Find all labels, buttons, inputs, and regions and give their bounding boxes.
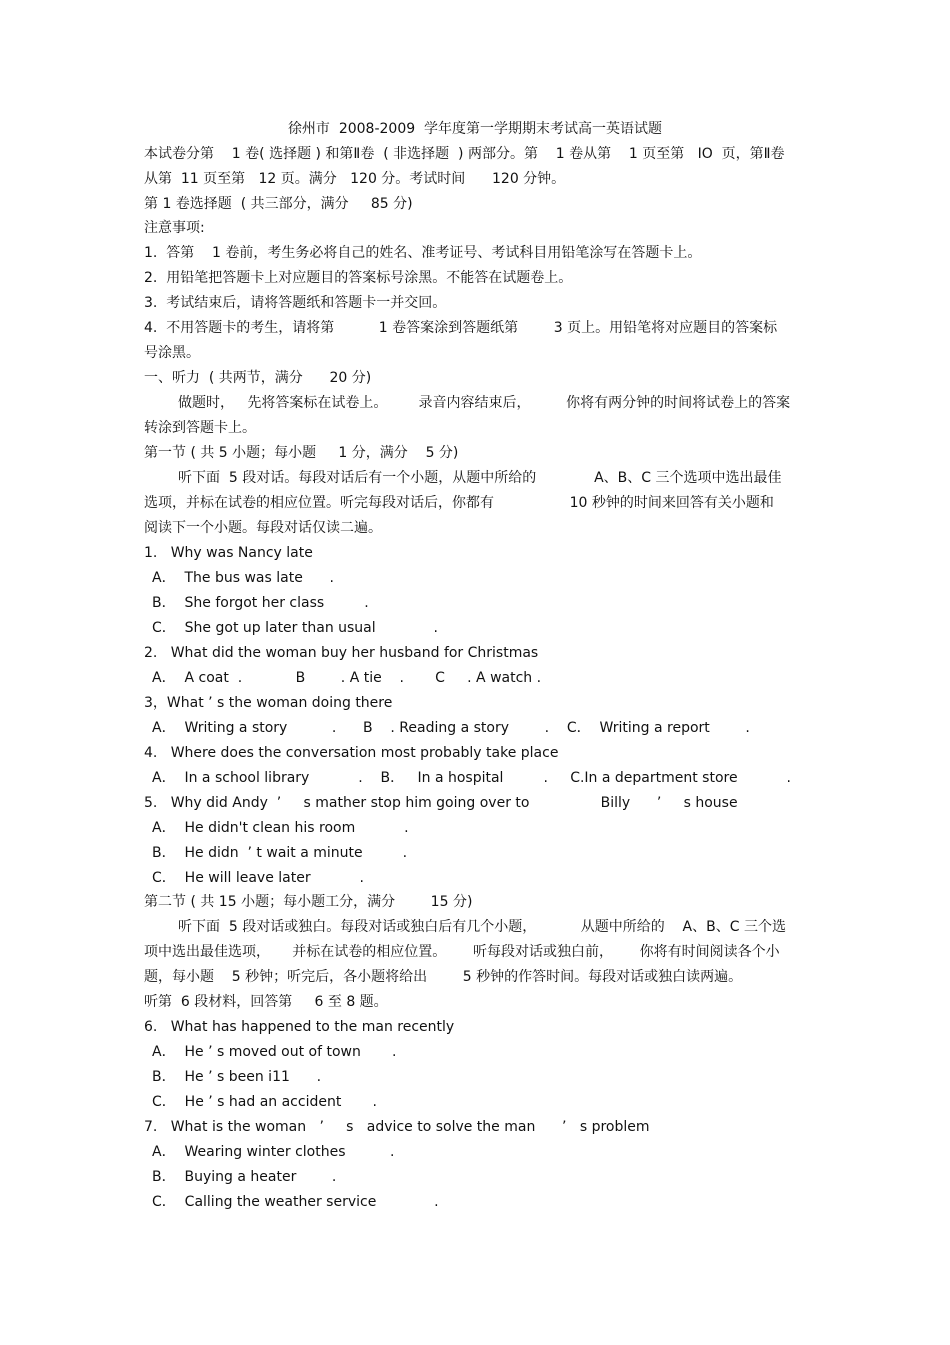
q1-option-b: B． She forgot her class .: [152, 595, 369, 611]
part1-desc-line-1: 做题时， 先将答案标在试卷上。 录音内容结束后， 你将有两分钟的时间将试卷上的答案: [178, 395, 791, 411]
part1-title: 一、听力 ( 共两节，满分 20 分): [144, 370, 372, 386]
sec1-desc-line-2: 选项，并标在试卷的相应位置。听完每段对话后，你都有 10 秒钟的时间来回答有关小题和: [144, 495, 774, 511]
q2-options: A． A coat . B . A tie . C . A watch .: [152, 670, 542, 686]
q1-option-c: C． She got up later than usual .: [152, 620, 438, 636]
q5-option-c: C． He will leave later .: [152, 870, 364, 886]
sec2-desc-line-3: 题，每小题 5 秒钟；听完后，各小题将给出 5 秒钟的作答时间。每段对话或独白读两遍。: [144, 969, 743, 985]
note-4: 4. 不用答题卡的考生，请将第 1 卷答案涂到答题纸第 3 页上。用铅笔将对应题目的答案标: [144, 320, 778, 336]
sec2-desc-line-2: 项中选出最佳选项， 并标在试卷的相应位置。 听每段对话或独白前， 你将有时间阅读各个小: [144, 944, 780, 960]
question-4: 4. Where does the conversation most probably take place: [144, 745, 559, 761]
q7-option-a: A． Wearing winter clothes .: [152, 1144, 395, 1160]
notes-heading: 注意事项:: [144, 220, 205, 236]
q3-options: A． Writing a story . B . Reading a story . C． Writing a report .: [152, 720, 750, 736]
q6-option-c: C． He ’ s had an accident .: [152, 1094, 377, 1110]
question-6: 6. What has happened to the man recently: [144, 1019, 455, 1035]
question-1: 1. Why was Nancy late: [144, 545, 313, 561]
question-5: 5. Why did Andy ’ s mather stop him going over to Billy ’ s house: [144, 795, 738, 811]
part1-desc-line-2: 转涂到答题卡上。: [144, 420, 256, 436]
sec2-desc-line-1: 听下面 5 段对话或独白。每段对话或独白后有几个小题， 从题中所给的 A、B、C 三个选: [178, 919, 786, 935]
question-3: 3，What ’ s the woman doing there: [144, 695, 393, 711]
intro-line-1: 本试卷分第 1 卷( 选择题 ) 和第Ⅱ卷 ( 非选择题 ) 两部分。第 1 卷从第 1 页至第 IO 页，第Ⅱ卷: [144, 146, 785, 162]
note-4-continued: 号涂黑。: [144, 345, 200, 361]
q4-options: A． In a school library . B． In a hospital . C.In a department store .: [152, 770, 791, 786]
sec1-title: 第一节 ( 共 5 小题；每小题 1 分，满分 5 分): [144, 445, 459, 461]
section1-title: 第 1 卷选择题 ( 共三部分，满分 85 分): [144, 196, 413, 212]
note-2: 2. 用铅笔把答题卡上对应题目的答案标号涂黑。不能答在试题卷上。: [144, 270, 573, 286]
note-1: 1. 答第 1 卷前，考生务必将自己的姓名、准考证号、考试科目用铅笔涂写在答题卡上。: [144, 245, 702, 261]
sec2-lead: 听第 6 段材料，回答第 6 至 8 题。: [144, 994, 388, 1010]
q6-option-a: A． He ’ s moved out of town .: [152, 1044, 397, 1060]
q7-option-b: B． Buying a heater .: [152, 1169, 337, 1185]
exam-title: 徐州市 2008-2009 学年度第一学期期末考试高一英语试题: [287, 121, 663, 137]
note-3: 3. 考试结束后，请将答题纸和答题卡一并交回。: [144, 295, 447, 311]
q1-option-a: A． The bus was late .: [152, 570, 334, 586]
q7-option-c: C． Calling the weather service .: [152, 1194, 439, 1210]
sec1-desc-line-3: 阅读下一个小题。每段对话仅读二遍。: [144, 520, 382, 536]
sec2-title: 第二节 ( 共 15 小题；每小题工分，满分 15 分): [144, 894, 473, 910]
q6-option-b: B． He ’ s been i11 .: [152, 1069, 322, 1085]
q5-option-b: B． He didn ’ t wait a minute .: [152, 845, 408, 861]
sec1-desc-line-1: 听下面 5 段对话。每段对话后有一个小题，从题中所给的 A、B、C 三个选项中选出最佳: [178, 470, 782, 486]
question-7: 7. What is the woman ’ s advice to solve the man ’ s problem: [144, 1119, 650, 1135]
question-2: 2. What did the woman buy her husband for Christmas: [144, 645, 539, 661]
q5-option-a: A． He didn't clean his room .: [152, 820, 409, 836]
intro-line-2: 从第 11 页至第 12 页。满分 120 分。考试时间 120 分钟。: [144, 171, 566, 187]
